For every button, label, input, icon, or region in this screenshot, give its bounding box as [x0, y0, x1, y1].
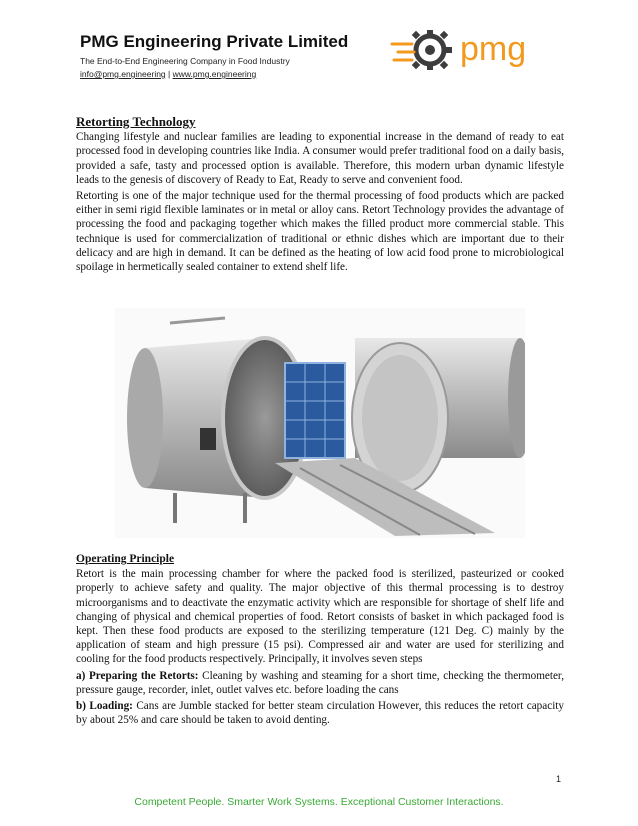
logo-text: pmg: [460, 30, 527, 68]
retort-machine-photo: [115, 308, 525, 538]
section-title-retorting: Retorting Technology: [76, 114, 196, 129]
email-link[interactable]: info@pmg.engineering: [80, 69, 166, 79]
step-a: [76, 669, 564, 697]
contact-line: [80, 69, 256, 79]
section-operating-principle: [76, 552, 564, 729]
step-a-label: a) Preparing the Retorts:: [76, 669, 199, 682]
contact-separator: |: [165, 69, 173, 79]
footer-slogan: Competent People. Smarter Work Systems. Exceptional Customer Interactions.: [134, 796, 504, 808]
pmg-logo: [390, 22, 560, 82]
step-a-text: Cleaning by washing and steaming for a short time, checking the thermometer, pressure gauge, recorder, inlet, outlet valves etc. before loading the cans: [76, 669, 565, 696]
company-name: PMG Engineering Private Limited: [80, 32, 349, 51]
website-link[interactable]: www.pmg.engineering: [172, 69, 257, 79]
operating-paragraph-1: Retort is the main processing chamber for where the packed food is sterilized, pasteurized or cooked properly to achieve safety and quality. The major objective of this thermal processing is to destroy microorganisms and to deactivate the enzymatic activity which are responsible for shortage of shelf life and changing of physical and chemical properties of food. Retort consists of basket in which packaged food is kept. Then these food products are exposed to the sterilizing temperature (121 Deg. C) mainly by the application of steam and high pressure (15 psi). Compressed air and water are used for sterilizing and cooling for the food products respectively. Principally, it involves seven steps: [76, 568, 564, 666]
retorting-paragraph-2: Retorting is one of the major technique used for the thermal processing of food products which are packed either in semi rigid flexible laminates or in metal or alloy cans. Retort Technology provides the advantage of processing the food and packaging together which makes the filled product more commercial stable. This technique is used for commercialization of traditional or ethnic dishes which are important due to their delicacy and are high in demand. It can be defined as the heating of low acid food prone to microbiological spoilage in hermetically sealed container to extend shelf life.: [76, 190, 564, 274]
section-title-operating-principle: Operating Principle: [76, 553, 175, 565]
gear-icon: [392, 30, 452, 70]
retorting-paragraph-1: Changing lifestyle and nuclear families are leading to exponential increase in the demand of ready to eat processed food in developing countries like India. A consumer would prefer traditional food on a daily basis, provided a safe, tasty and processed option is available. Therefore, this modern urban dynamic lifestyle leads to the genesis of discovery of Ready to Eat, Ready to serve and convenient food.: [76, 131, 564, 186]
step-b-label: b) Loading:: [76, 700, 133, 713]
company-tagline: The End-to-End Engineering Company in Food Industry: [80, 56, 290, 66]
section-retorting: [76, 115, 564, 276]
basket-icon: [285, 363, 345, 458]
step-b-text: Cans are Jumble stacked for better steam circulation However, this reduces the retort capacity by about 25% and care should be taken to avoid denting.: [76, 700, 565, 727]
page-number: 1: [556, 774, 562, 784]
step-b: [76, 699, 564, 727]
